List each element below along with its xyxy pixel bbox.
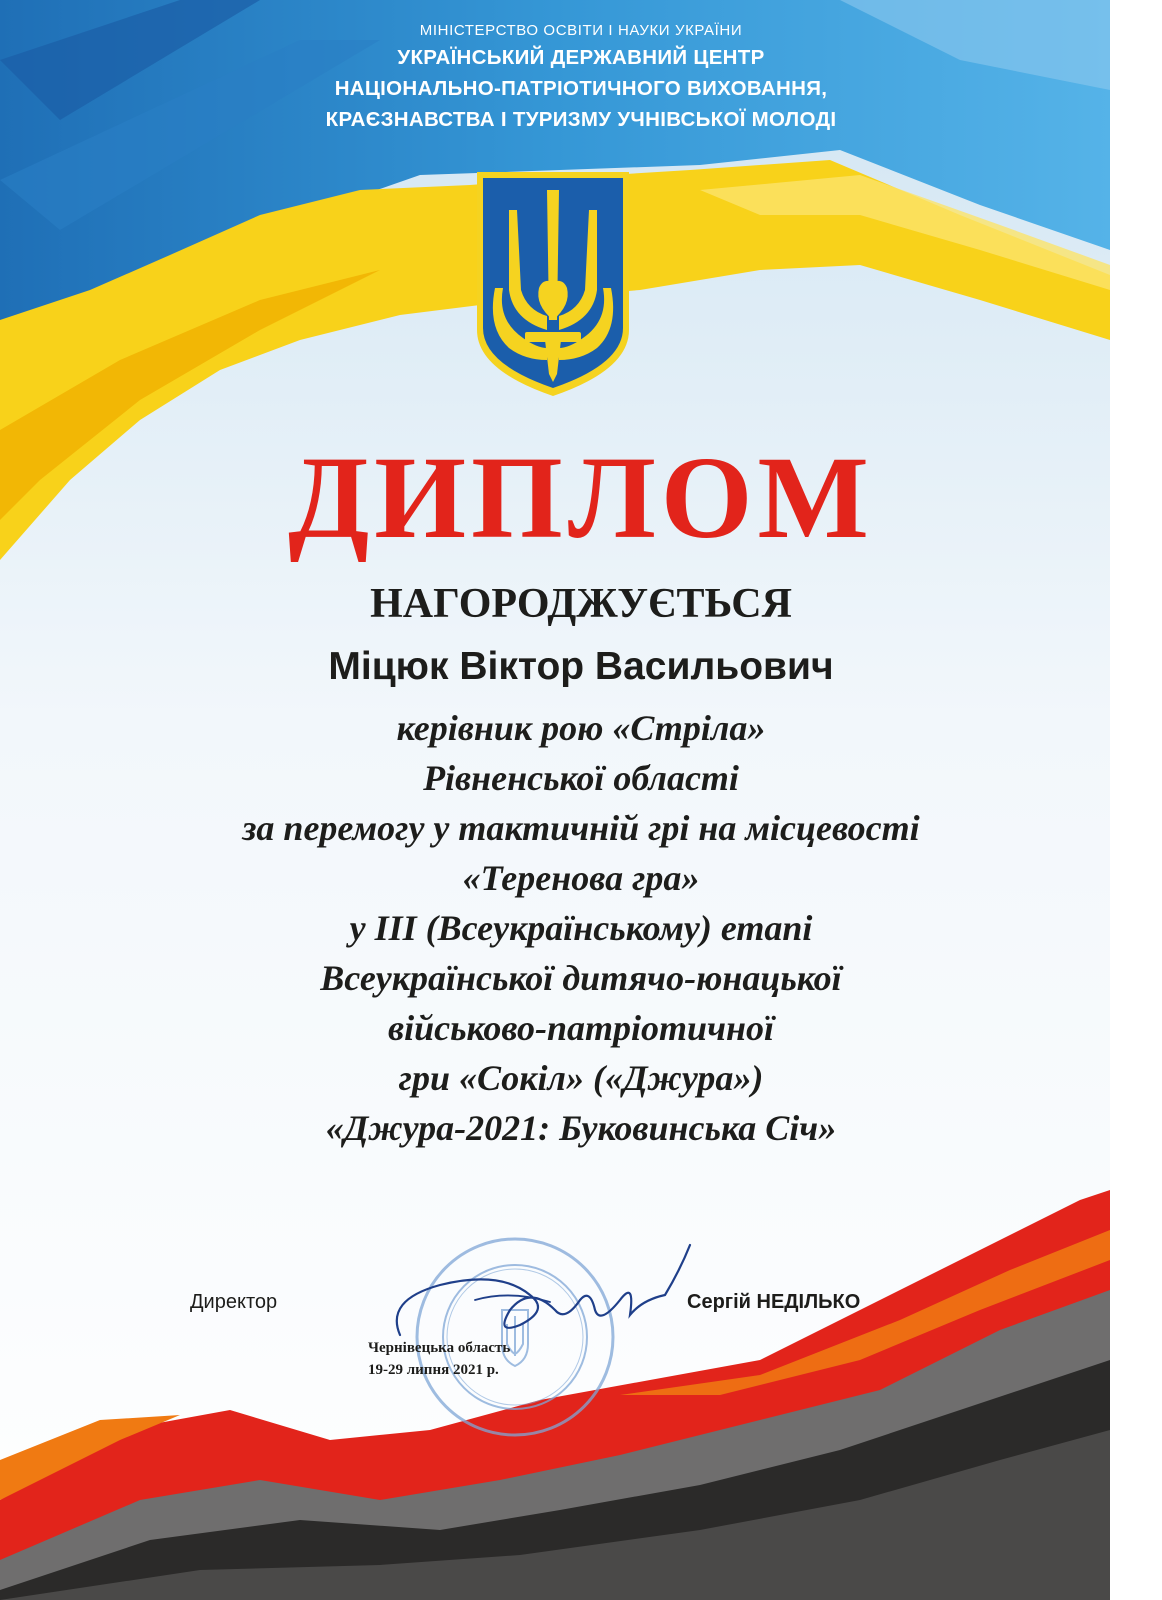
reason-line: гри «Сокіл» («Джура») bbox=[398, 1058, 764, 1098]
place: Чернівецька область bbox=[368, 1340, 511, 1356]
reason-line: керівник рою «Стріла» bbox=[396, 708, 766, 748]
reason-line: за перемогу у тактичній грі на місцевості bbox=[242, 808, 920, 848]
diploma-title: ДИПЛОМ bbox=[288, 432, 874, 563]
center-name-line-1: УКРАЇНСЬКИЙ ДЕРЖАВНИЙ ЦЕНТР bbox=[397, 46, 765, 69]
place-date bbox=[368, 1337, 510, 1381]
signature-position: Директор bbox=[190, 1291, 278, 1313]
page-margin bbox=[1110, 0, 1162, 1600]
reason-line: «Джура-2021: Буковинська Січ» bbox=[325, 1108, 837, 1148]
reason-line: Всеукраїнської дитячо-юнацької bbox=[320, 958, 842, 998]
reason-line: у ІІІ (Всеукраїнському) етапі bbox=[349, 908, 813, 948]
ministry-name: МІНІСТЕРСТВО ОСВІТИ І НАУКИ УКРАЇНИ bbox=[419, 22, 743, 39]
reason-line: Рівненської області bbox=[423, 758, 739, 798]
center-name-line-2: НАЦІОНАЛЬНО-ПАТРІОТИЧНОГО ВИХОВАННЯ, bbox=[334, 77, 828, 100]
recipient-name: Міцюк Віктор Васильович bbox=[328, 645, 834, 688]
trident-coat-of-arms-icon bbox=[473, 170, 633, 398]
signature-name: Сергій НЕДІЛЬКО bbox=[687, 1291, 861, 1313]
center-name-line-3: КРАЄЗНАВСТВА І ТУРИЗМУ УЧНІВСЬКОЇ МОЛОДІ bbox=[325, 108, 837, 131]
reason-line: «Теренова гра» bbox=[462, 858, 700, 898]
awarded-label: НАГОРОДЖУЄТЬСЯ bbox=[370, 581, 792, 627]
date: 19-29 липня 2021 р. bbox=[368, 1362, 499, 1378]
reason-line: військово-патріотичної bbox=[388, 1008, 774, 1048]
